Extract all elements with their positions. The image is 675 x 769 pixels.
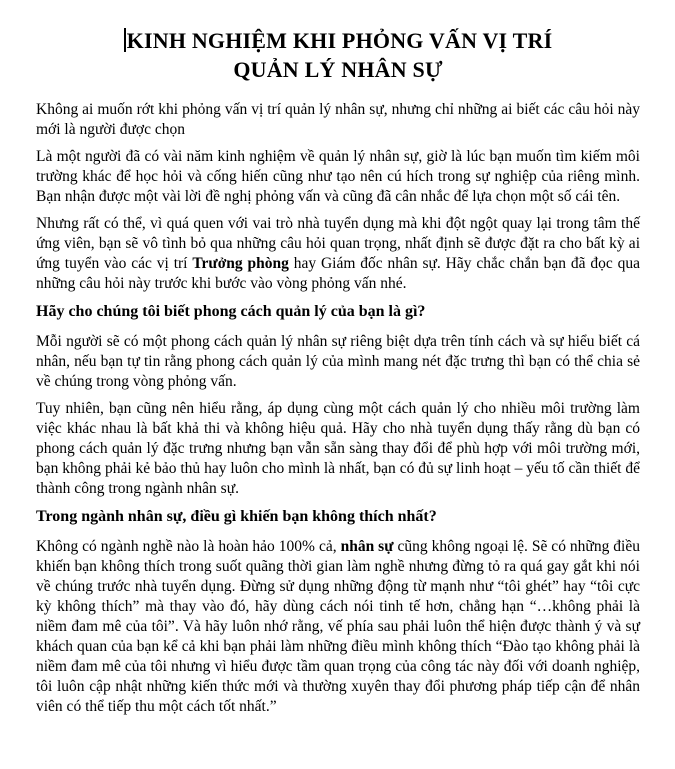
text-run: cũng không ngoại lệ. Sẽ có những điều khiến bạn không thích trong suốt quãng thời gian làm nghề nhưng đừng tỏ ra quá gay gắt khi nói về chúng trước nhà tuyển dụng. Đừng sử dụng những động từ mạnh như “tôi ghét” hay “tôi cực kỳ không thích” mà thay vào đó, hãy dùng cách nói tinh tế hơn, chẳng hạn “…không phải là niềm đam mê của tôi”. Và hãy luôn nhớ rằng, vế phía sau phải luôn thể hiện được thành ý và sự khách quan của bạn kể cả khi bạn phải làm những điều mình không thích “Đào tạo không phải là niềm đam mê của tôi nhưng vì hiểu được tầm quan trọng của công tác này đối với doanh nghiệp, tôi luôn cập nhật những kiến thức mới và thường xuyên thay đổi phương pháp tiếp cận để nhân viên có thể tiếp thu một cách tốt nhất.” <box>36 538 640 715</box>
text-run: Là một người đã có vài năm kinh nghiệm về quản lý nhân sự, giờ là lúc bạn muốn tìm kiếm môi trường khác để học hỏi và cống hiến cũng như tạo nên cú hích trong sự nghiệp của riêng mình. Bạn nhận được một vài lời đề nghị phỏng vấn và cũng đã cân nhắc để lựa chọn một số cái tên. <box>36 148 640 205</box>
section-heading <box>36 507 640 527</box>
text-run: Tuy nhiên, bạn cũng nên hiểu rằng, áp dụng cùng một cách quản lý cho nhiều môi trường làm việc khác nhau là bất khả thi và không hiệu quả. Hãy cho nhà tuyển dụng thấy rằng dù bạn có phong cách quản lý đặc trưng nhưng bạn vẫn sẵn sàng thay đổi để phù hợp với môi trường mới, bạn không phải kẻ bảo thủ hay luôn cho mình là nhất, bạn có đủ sự linh hoạt – yếu tố cần thiết để thành công trong ngành nhân sự. <box>36 400 640 497</box>
paragraph <box>36 332 640 392</box>
bold-text-run: nhân sự <box>340 538 394 555</box>
text-run: Không có ngành nghề nào là hoàn hảo 100% cả, <box>36 538 341 555</box>
bold-text-run: Trưởng phòng <box>192 255 289 272</box>
section-heading <box>36 302 640 322</box>
text-run: Không ai muốn rớt khi phỏng vấn vị trí quản lý nhân sự, nhưng chỉ những ai biết các câu hỏi này mới là người được chọn <box>36 101 640 138</box>
paragraph <box>36 100 640 140</box>
bold-text-run: Trong ngành nhân sự, điều gì khiến bạn không thích nhất? <box>36 508 437 525</box>
title-line-1: KINH NGHIỆM KHI PHỎNG VẤN VỊ TRÍ <box>126 28 553 53</box>
text-run: Mỗi người sẽ có một phong cách quản lý nhân sự riêng biệt dựa trên tính cách và sự hiểu biết cá nhân, nếu bạn tự tin rằng phong cách quản lý của mình mang nét đặc trưng thì bạn có thể chia sẻ về chúng trong vòng phỏng vấn. <box>36 333 640 390</box>
document-title <box>36 26 640 84</box>
text-run: hay Giám đốc nhân sự. Hãy chắc chắn bạn đã đọc qua những câu hỏi này trước khi bước vào vòng phỏng vấn nhé. <box>36 255 641 292</box>
bold-text-run: Hãy cho chúng tôi biết phong cách quản lý của bạn là gì? <box>36 303 426 320</box>
paragraph <box>36 147 640 207</box>
paragraph <box>36 214 640 294</box>
document-body <box>36 100 640 717</box>
text-cursor[interactable] <box>124 28 126 52</box>
paragraph <box>36 399 640 499</box>
text-run: Nhưng rất có thể, vì quá quen với vai trò nhà tuyển dụng mà khi đột ngột quay lại trong tâm thế ứng viên, bạn sẽ vô tình bỏ qua những câu hỏi quan trọng, nhất định sẽ được đặt ra cho bất kỳ ai ứng tuyển vào các vị trí <box>36 215 640 272</box>
title-line-2: QUẢN LÝ NHÂN SỰ <box>233 57 443 82</box>
paragraph <box>36 537 640 717</box>
